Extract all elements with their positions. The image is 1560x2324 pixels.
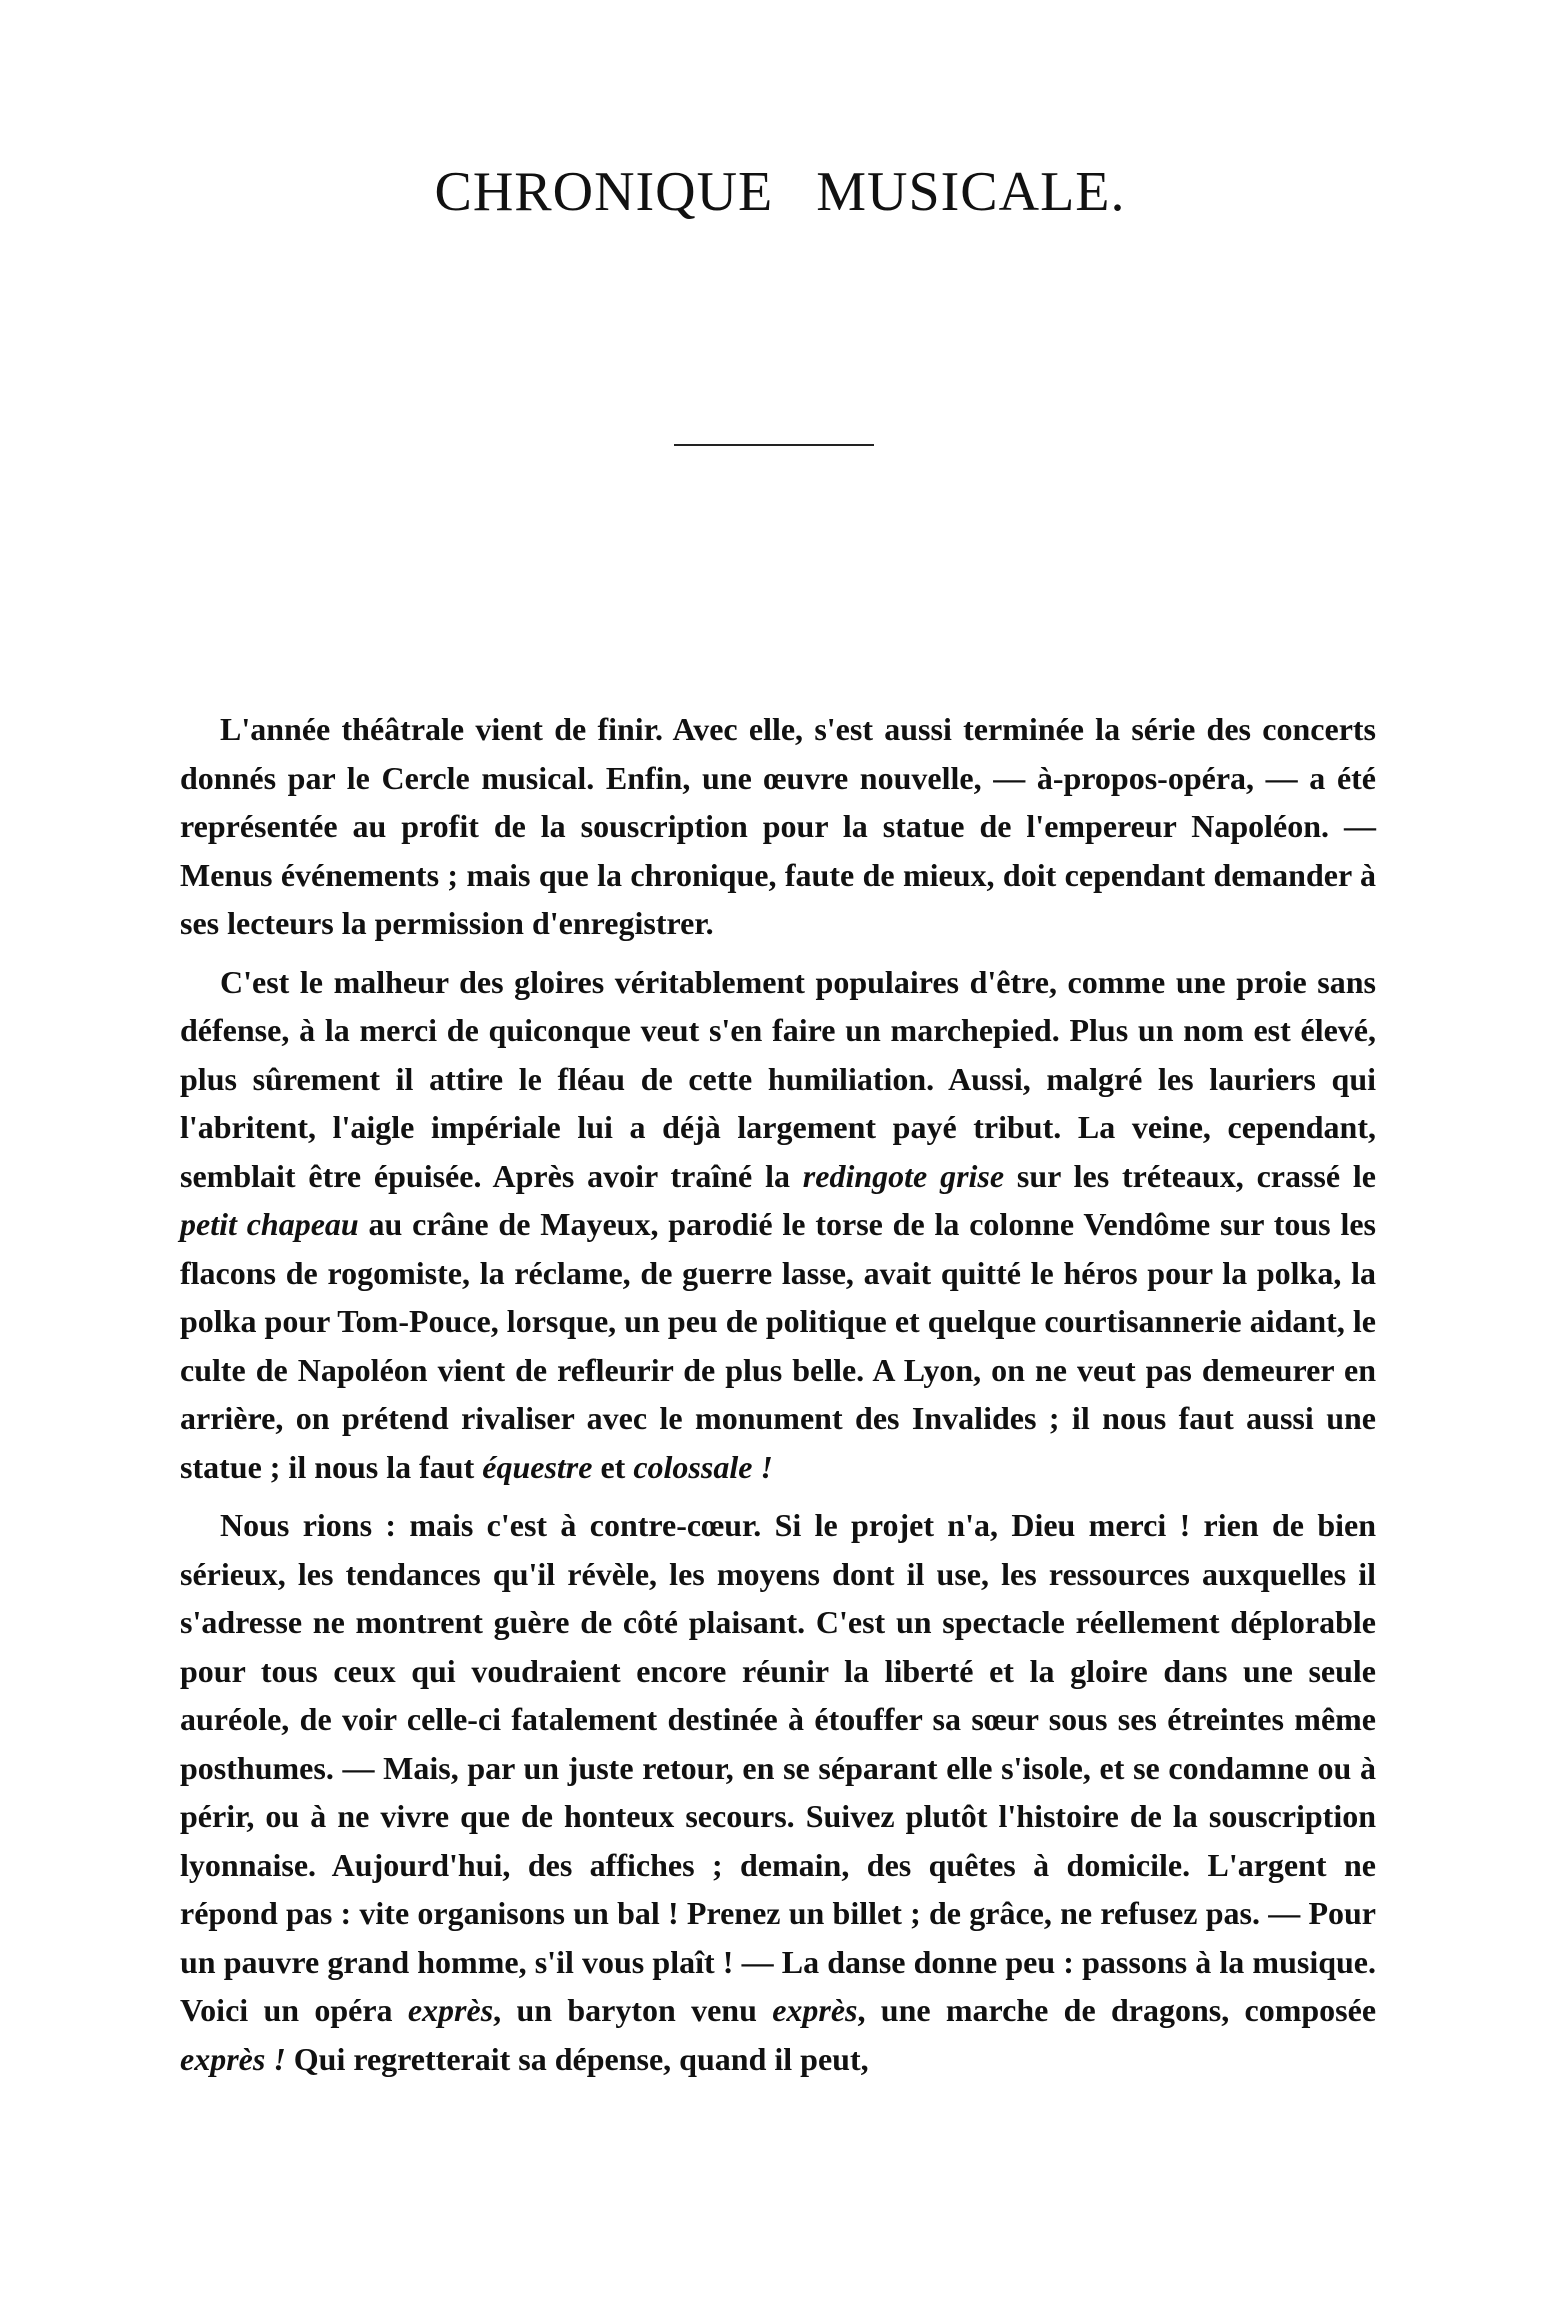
italic-phrase: exprès xyxy=(407,1992,494,2028)
body-text xyxy=(180,705,1376,2093)
italic-phrase: redingote grise xyxy=(802,1157,1005,1194)
paragraph-text: C'est le malheur des gloires véritablement populaires d'être, comme une proie sans défense, à la merci de quiconque veut s'en faire un marchepied. Plus un nom est élevé, plus sûrement il attire le fléau de cette humiliation. Aussi, malgré les lauriers qui l'abritent, l'aigle impériale lui a déjà largement payé tribut. La veine, cependant, semblait être épuisée. Après avoir traîné la xyxy=(180,963,1376,1194)
italic-phrase: exprès ! xyxy=(180,2040,286,2077)
paragraph-text: sur les tréteaux, crassé le xyxy=(1004,1157,1377,1194)
paragraph-text: , une marche de dragons, composée xyxy=(857,1992,1377,2028)
italic-phrase: petit chapeau xyxy=(180,1206,359,1242)
italic-phrase: exprès xyxy=(772,1992,858,2028)
italic-phrase: colossale ! xyxy=(633,1448,773,1485)
paragraph-1 xyxy=(180,705,1376,948)
paragraph-text: Nous rions : mais c'est à contre-cœur. Si le projet n'a, Dieu merci ! rien de bien sérieux, les tendances qu'il révèle, les moyens dont il use, les ressources auxquelles il s'adresse ne montrent guère de côté plaisant. C'est un spectacle réellement déplorable pour tous ceux qui voudraient encore réunir la liberté et la gloire dans une seule auréole, de voir celle-ci fatalement destinée à étouffer sa sœur sous ses étreintes même posthumes. — Mais, par un juste retour, en se séparant elle s'isole, et se condamne ou à périr, ou à ne vivre que de honteux secours. Suivez plutôt l'histoire de la souscription lyonnaise. Aujourd'hui, des affiches ; demain, des quêtes à domicile. L'argent ne répond pas : vite organisons un bal ! Prenez un billet ; de grâce, ne refusez pas. — Pour un pauvre grand homme, s'il vous plaît ! — La danse donne peu : passons à la musique. Voici un opéra xyxy=(180,1507,1376,2028)
italic-phrase: équestre xyxy=(482,1448,593,1485)
paragraph-text: , un baryton venu xyxy=(493,1992,773,2028)
paragraph-text: au crâne de Mayeux, parodié le torse de la colonne Vendôme sur tous les flacons de rogomiste, la réclame, de guerre lasse, avait quitté le héros pour la polka, la polka pour Tom-Pouce, lorsque, un peu de politique et quelque courtisannerie aidant, le culte de Napoléon vient de refleurir de plus belle. A Lyon, on ne veut pas demeurer en arrière, on prétend rivaliser avec le monument des Invalides ; il nous faut aussi une statue ; il nous la faut xyxy=(180,1206,1377,1485)
title-divider xyxy=(674,444,874,446)
paragraph-text: Qui regretterait sa dépense, quand il peut, xyxy=(285,2040,869,2077)
page-title: CHRONIQUE MUSICALE. xyxy=(434,161,1126,223)
paragraph-2 xyxy=(180,958,1376,1492)
paragraph-text: et xyxy=(592,1448,634,1485)
paragraph-text: L'année théâtrale vient de finir. Avec elle, s'est aussi terminée la série des concerts donnés par le Cercle musical. Enfin, une œuvre nouvelle, — à-propos-opéra, — a été représentée au profit de la souscription pour la statue de l'empereur Napoléon. — Menus événements ; mais que la chronique, faute de mieux, doit cependant demander à ses lecteurs la permission d'enregistrer. xyxy=(180,711,1376,941)
paragraph-3 xyxy=(180,1501,1376,2083)
